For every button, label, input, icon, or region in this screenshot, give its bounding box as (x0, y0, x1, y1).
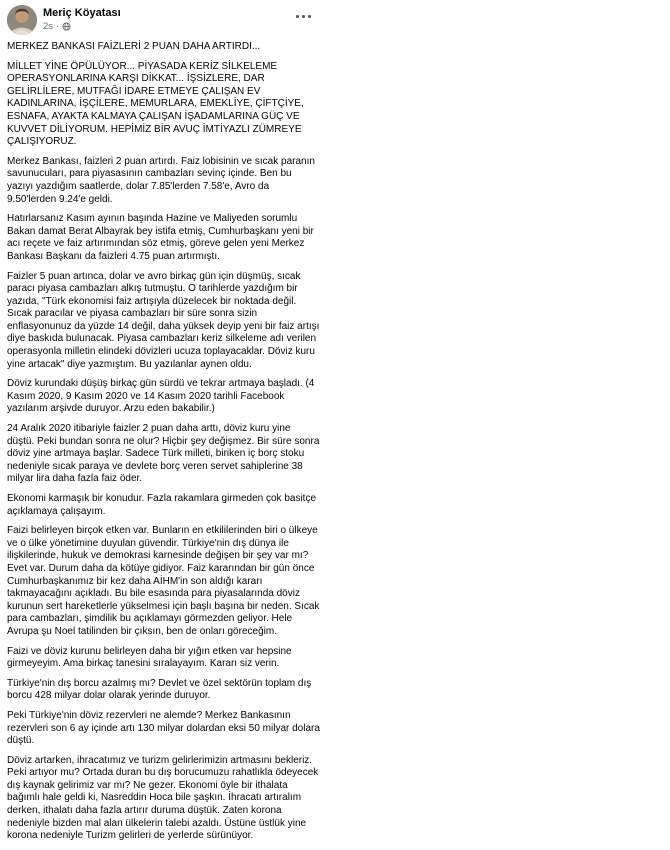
ellipsis-icon (308, 15, 311, 18)
post-paragraph: Döviz artarken, ihracatımız ve turizm gelirlerimizin artmasını bekleriz. Peki artıyor mu? Ortada duran bu dış borucumuzu rahatlıkla ödeyecek dış kaynak gelirimiz var mı? Ne gezer. Ekonomi öyle bir ithalata bağımlı hale geldi ki, Nasreddin Hoca bile şaşkın. İhracatı artıralım derken, ithalatı daha fazla artırır duruma düştük. Zaten korona nedeniyle bizden mal alan ülkelerin talebi azaldı. Üstüne üstlük yine korona nedeniyle Turizm gelirleri de yerlerde sürünüyor. (7, 754, 319, 842)
author-block (43, 5, 121, 32)
post-paragraph: Faizi ve döviz kurunu belirleyen daha bir yığın etken var hepsine girmeyeyim. Ama birkaç tanesini sıralayayım. Kararı siz verin. (7, 645, 292, 670)
post-paragraph: Faizi belirleyen birçok etken var. Bunların en etkililerinden biri o ülkeye ve o ülke yönetimine duyulan güvendir. Türkiye'nin dış dünya ile ilişkilerinde, hukuk ve demokrasi karnesinde değişen bir şey var mı? Evet var. Durum daha da kötüye gidiyor. Faiz kararından bir gün önce Cumhurbaşkanımız bir kez daha AİHM'in son aldığı kararı takmayacağını açıkladı. Bu bile esasında para piyasalarında döviz kurunun sert hareketlerle yükselmesi için başlı başına bir neden. Sıcak para cambazları, şimdilik bu açıklamayı görmezden geliyor. Hele Avrupa şu Noel tatilinden bir çıksın, ben de onları göreceğim. (7, 525, 320, 637)
post-paragraph: MİLLET YİNE ÖPÜLÜYOR... PİYASADA KERİZ SİLKELEME OPERASYONLARINA KARŞI DİKKAT... İŞSİZLERE, DAR GELİRLİLERE, MUTFAĞI İDARE ETMEYE ÇALIŞAN EV KADINLARINA, İŞÇİLERE, MEMURLARA, EMEKLİYE, ÇİFTÇİYE, ESNAFA, AYAKTA KALMAYA ÇALIŞAN İŞADAMLARINA GÜÇ VE KUVVET DİLİYORUM. HEPİMİZ BİR AVUÇ İMTİYAZLI ZÜMREYE ÇALIŞIYORUZ. (7, 60, 304, 148)
post-body (0, 35, 320, 843)
post-paragraph: Hatırlarsanız Kasım ayının başında Hazine ve Maliyeden sorumlu Bakan damat Berat Albayrak bey istifa etmiş, Cumhurbaşkanı yeni bir acı reçete ve faiz artırımından söz etmiş, göreve gelen yeni Merkez Bankası Başkanı da faizleri 4.75 puan artırmıştı. (7, 213, 314, 262)
post-paragraph: Ekonomi karmaşık bir konudur. Fazla rakamlara girmeden çok basitçe açıklamaya çalışayım. (7, 493, 317, 517)
post-paragraph: Peki Türkiye'nin döviz rezervleri ne alemde? Merkez Bankasının rezervleri son 6 ay içinde artı 130 milyar dolardan eksi 50 milyar dolara düştü. (7, 709, 320, 747)
timestamp[interactable]: 2s (43, 21, 54, 32)
ellipsis-icon (302, 15, 305, 18)
post-options-button[interactable] (293, 12, 314, 21)
meta-separator: · (56, 21, 60, 32)
post-paragraph: Türkiye'nin dış borcu azalmış mı? Devlet ve özel sektörün toplam dış borcu 428 milyar dolar olarak yerinde duruyor. (7, 677, 312, 702)
post-header (0, 0, 345, 35)
author-name[interactable]: Meriç Köyatası (43, 7, 121, 19)
post-paragraph: 24 Aralık 2020 itibariyle faizler 2 puan daha arttı, döviz kuru yine düştü. Peki bundan sonra ne olur? Hiçbir şey değişmez. Bir süre sonra döviz yine artmaya başlar. Sadece Türk milleti, biriken iç borç stoku nedeniyle sıcak paraya ve devlete borç veren servet sahiplerine 38 milyar lira daha fazla faiz öder. (7, 423, 320, 485)
post-paragraph: Faizler 5 puan artınca, dolar ve avro birkaç gün için düşmüş, sıcak paracı piyasa cambazları alkış tutmuştu. O tarihlerde yazdığım bir yazıda, "Türk ekonomisi faiz artışıyla düzelecek bir noktada değil. Sıcak paracılar ve piyasa cambazları bir süre sonra sizin enflasyonunuz da yüzde 14 değil, daha yüksek deyip yeni bir faiz artışı diye baskıda bulunacak. Piyasa cambazları keriz silkeleme adı verilen operasyonla milletin elindeki dövizleri ucuza toplayacaklar. Döviz kuru yine artacak" diye yazmıştım. Bu yazılanlar aynen oldu. (7, 270, 320, 370)
post-paragraph: Merkez Bankası, faizleri 2 puan artırdı. Faiz lobisinin ve sıcak paranın savunucuları, para piyasasının cambazları sevinç içinde. Ben bu yazıyı yazdığım saatlerde, dolar 7.85'lerden 7.58'e, Avro da 9.50'lerden 9.24'e geldi. (7, 155, 315, 205)
avatar-photo (7, 5, 37, 35)
post-meta (43, 21, 121, 32)
avatar[interactable] (7, 5, 37, 35)
globe-icon (62, 22, 71, 31)
post-paragraph: MERKEZ BANKASI FAİZLERİ 2 PUAN DAHA ARTIRDI... (7, 41, 261, 52)
post-paragraph: Döviz kurundaki düşüş birkaç gün sürdü ve tekrar artmaya başladı. (4 Kasım 2020, 9 Kasım 2020 ve 14 Kasım 2020 tarihli Facebook yazılarım arşivde duruyor. Arzu eden bakabilir.) (7, 378, 315, 415)
ellipsis-icon (296, 15, 299, 18)
